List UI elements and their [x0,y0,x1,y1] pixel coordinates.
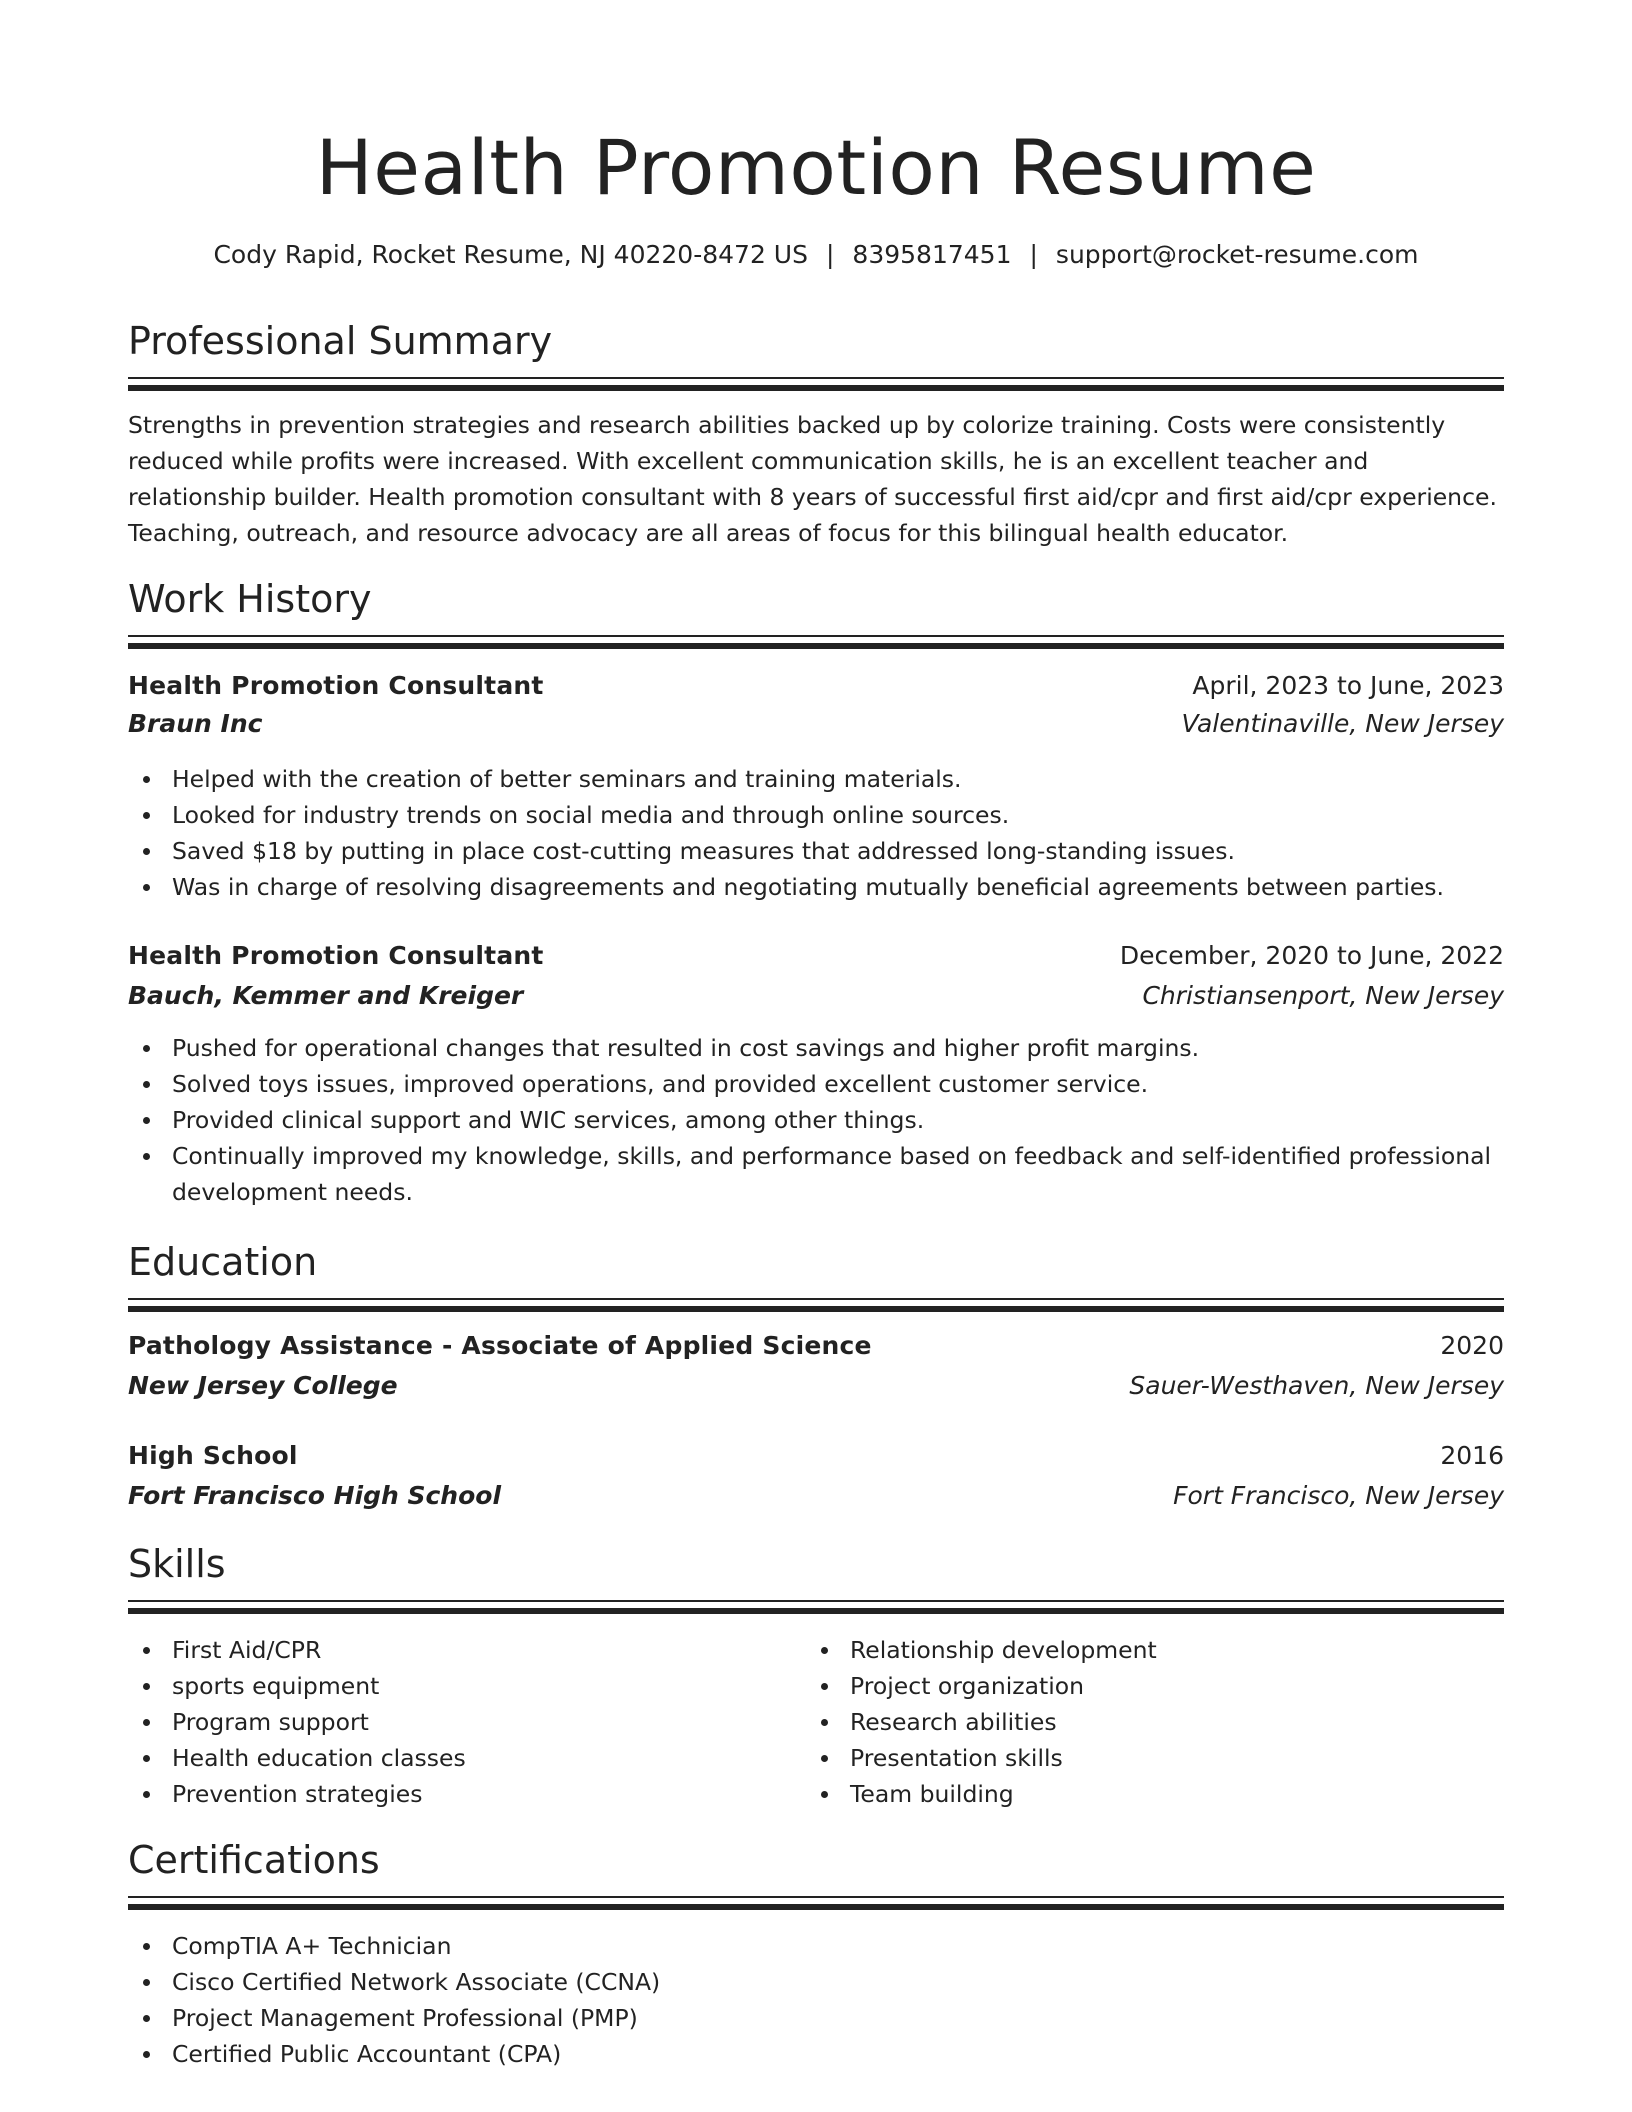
section-divider-thick [128,1608,1504,1614]
job-company: Braun Inc [128,709,263,738]
education-degree: High School [128,1441,298,1470]
education-school-row [128,1478,1504,1514]
job-duty-item: Solved toys issues, improved operations, and provided excellent customer service. [128,1066,1504,1102]
contact-address: Cody Rapid, Rocket Resume, NJ 40220-8472 US [213,240,808,269]
education-school: Fort Francisco High School [128,1481,502,1510]
skill-item: Prevention strategies [128,1776,788,1812]
certifications-heading: Certifications [128,1838,380,1882]
education-location: Fort Francisco, New Jersey [1173,1481,1504,1510]
education-year: 2020 [1440,1331,1504,1360]
job-dates: December, 2020 to June, 2022 [1119,941,1504,970]
skill-item: Relationship development [806,1632,1504,1668]
certification-item: CompTIA A+ Technician [128,1928,1504,1964]
contact-separator: | [1029,240,1038,269]
job-duty-item: Helped with the creation of better seminars and training materials. [128,761,1504,797]
summary-heading: Professional Summary [128,319,553,363]
skills-list-right [806,1632,1504,1812]
education-header-row [128,1438,1504,1474]
job-location: Christiansenport, New Jersey [1142,981,1504,1010]
section-divider-thin [128,1600,1504,1602]
certifications-section-header [128,1836,1504,1884]
section-divider-thin [128,635,1504,637]
skill-item: Presentation skills [806,1740,1504,1776]
education-section-header [128,1238,1504,1286]
section-divider-thin [128,377,1504,379]
job-duty-item: Was in charge of resolving disagreements and negotiating mutually beneficial agreements between parties. [128,869,1504,905]
job-duty-item: Continually improved my knowledge, skills, and performance based on feedback and self-identified professional development needs. [128,1138,1504,1210]
job-duties-list [128,761,1504,905]
contact-line [128,237,1504,273]
education-location: Sauer-Westhaven, New Jersey [1129,1371,1504,1400]
resume-title: Health Promotion Resume [315,123,1317,212]
skill-item: Team building [806,1776,1504,1812]
contact-phone: 8395817451 [852,240,1012,269]
job-duty-item: Pushed for operational changes that resulted in cost savings and higher profit margins. [128,1030,1504,1066]
job-company: Bauch, Kemmer and Kreiger [128,981,524,1010]
job-duty-item: Saved $18 by putting in place cost-cutting measures that addressed long-standing issues. [128,833,1504,869]
skills-heading: Skills [128,1542,226,1586]
certification-item: Certified Public Accountant (CPA) [128,2036,1504,2072]
job-title: Health Promotion Consultant [128,941,544,970]
certification-item: Cisco Certified Network Associate (CCNA) [128,1964,1504,2000]
section-divider-thick [128,1306,1504,1312]
education-heading: Education [128,1240,318,1284]
section-divider-thin [128,1298,1504,1300]
contact-email[interactable]: support@rocket-resume.com [1055,240,1419,269]
skill-item: Research abilities [806,1704,1504,1740]
education-degree: Pathology Assistance - Associate of Applied Science [128,1331,872,1360]
skills-section-header [128,1540,1504,1588]
job-title: Health Promotion Consultant [128,671,544,700]
skill-item: sports equipment [128,1668,788,1704]
job-company-row [128,706,1504,742]
section-divider-thick [128,643,1504,649]
job-header-row [128,668,1504,704]
skill-item: Program support [128,1704,788,1740]
education-school-row [128,1368,1504,1404]
section-divider-thick [128,385,1504,391]
job-duty-item: Looked for industry trends on social media and through online sources. [128,797,1504,833]
summary-text: Strengths in prevention strategies and research abilities backed up by colorize training. Costs were consistently reduced while profits were increased. With excellent communication skills, he is an excellent teacher and relationship builder. Health promotion consultant with 8 years of successful first aid/cpr and first aid/cpr experience. Teaching, outreach, and resource advocacy are all areas of focus for this bilingual health educator. [128,411,1497,547]
skill-item: Project organization [806,1668,1504,1704]
work-heading: Work History [128,577,372,621]
job-duty-item: Provided clinical support and WIC services, among other things. [128,1102,1504,1138]
job-location: Valentinaville, New Jersey [1181,709,1504,738]
certification-item: Project Management Professional (PMP) [128,2000,1504,2036]
education-header-row [128,1328,1504,1364]
contact-separator: | [825,240,835,269]
job-duties-list [128,1030,1504,1210]
summary-section-header [128,317,1504,365]
job-dates: April, 2023 to June, 2023 [1192,671,1504,700]
section-divider-thick [128,1904,1504,1910]
education-year: 2016 [1440,1441,1504,1470]
section-divider-thin [128,1896,1504,1898]
education-school: New Jersey College [128,1371,398,1400]
skills-list-left [128,1632,788,1812]
job-header-row [128,938,1504,974]
skill-item: Health education classes [128,1740,788,1776]
job-company-row [128,978,1504,1014]
certifications-list [128,1928,1504,2072]
skill-item: First Aid/CPR [128,1632,788,1668]
work-section-header [128,575,1504,623]
